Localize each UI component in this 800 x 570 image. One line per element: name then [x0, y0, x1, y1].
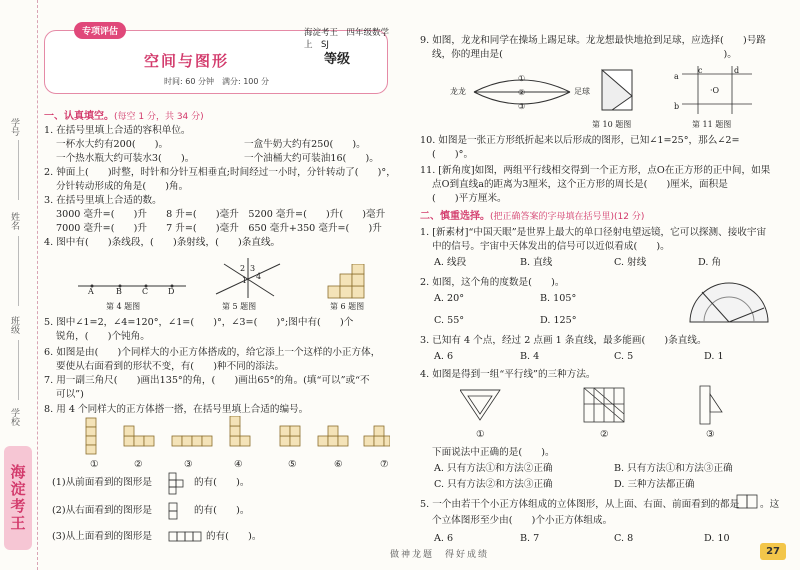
c2: 2. 如图，这个角的度数是( )。: [420, 277, 565, 288]
q5-line1: 5. 图中∠1=2，∠4=120°，∠1=( )°，∠3=( )°;图中有( )个: [44, 317, 354, 328]
fig9-longlong: 龙龙: [450, 87, 466, 96]
c4-opt-b[interactable]: B. 只有方法①和方法③正确: [614, 463, 733, 474]
c5-opt-a[interactable]: A. 6: [434, 533, 454, 544]
fig11-label-d: d: [734, 66, 740, 75]
q7-line2: 可以”): [56, 389, 84, 400]
q8-num-3: ③: [184, 459, 193, 470]
section-2-heading: 二、慎重选择。(把正确答案的字母填在括号里)(12 分): [420, 211, 645, 222]
c3-opt-c[interactable]: C. 5: [614, 351, 634, 362]
q1-d: 一个油桶大约可装油16( )。: [244, 153, 379, 164]
c4-opt-a[interactable]: A. 只有方法①和方法②正确: [434, 463, 553, 474]
c4-parallel-methods: [460, 384, 760, 428]
c5-opt-d[interactable]: D. 10: [704, 533, 730, 544]
c1-line2: 中的信号。宇宙中天体发出的信号可以近似看成( )。: [432, 241, 670, 252]
school-label: 学校: [9, 408, 19, 426]
assessment-badge: 专项评估: [74, 22, 126, 39]
c3-opt-d[interactable]: D. 1: [704, 351, 724, 362]
q9-line2: 线，你的理由是( )。: [432, 49, 737, 60]
q3-row2: 7000 毫升=( )升 7 升=( )毫升 650 毫升+350 毫升=( )升: [56, 223, 382, 234]
student-id-line: [18, 140, 19, 200]
fig6-caption: 第 6 题图: [330, 302, 365, 311]
c5-shape: [736, 494, 760, 510]
q8-num-2: ②: [134, 459, 143, 470]
name-label: 姓名: [9, 212, 19, 230]
fig5-angle-diagram: [214, 258, 284, 298]
c5-opt-b[interactable]: B. 7: [520, 533, 540, 544]
q8-num-1: ①: [90, 459, 99, 470]
q8-2-text: (2)从右面看到的图形是: [52, 505, 152, 516]
q11-line2: 点O到直线a的距离为3厘米，这个正方形的周长是( )厘米，面积是: [432, 179, 728, 190]
fig9-route-2: ②: [518, 88, 526, 97]
q10-line2: ( )°。: [432, 149, 474, 160]
c5-line2: 个立体图形至少由( )个小正方体组成。: [432, 515, 613, 526]
protractor-figure: [688, 278, 770, 324]
q4: 4. 图中有( )条线段，( )条射线，( )条直线。: [44, 237, 281, 248]
q2-line2: 分针转动形成的角是( )角。: [56, 181, 189, 192]
q9-line1: 9. 如图，龙龙和同学在操场上踢足球。龙龙想最快地抢到足球，应选择( )号路: [420, 35, 766, 46]
page-title: 空间与图形: [144, 52, 230, 70]
fig10-folded-square: [598, 66, 638, 116]
fig11-caption: 第 11 题图: [692, 120, 732, 129]
left-page: [44, 0, 404, 570]
q8-num-7: ⑦: [380, 459, 389, 470]
q8-3-shape: [168, 531, 202, 543]
q8-3-text: (3)从上面看到的图形是: [52, 531, 152, 542]
q6-line2: 要使从右面看到的形状不变，有( )种不同的添法。: [56, 361, 285, 372]
c1-opt-a[interactable]: A. 线段: [434, 257, 467, 268]
fig11-label-b: b: [674, 102, 680, 111]
c4: 4. 如图是得到一组“平行线”的三种方法。: [420, 369, 596, 380]
c4-num-3: ③: [706, 429, 715, 440]
fig11-label-a: a: [674, 72, 679, 81]
q6-line1: 6. 如图是由( )个同样大的小正方体搭成的，给它添上一个这样的小正方体，: [44, 347, 381, 358]
right-page: [420, 0, 790, 570]
c1-line1: 1. [新素材]“中国天眼”是世界上最大的单口径射电望远镜，它可以探测、接收宇宙: [420, 227, 767, 238]
c4-opt-c[interactable]: C. 只有方法②和方法③正确: [434, 479, 553, 490]
fig4-label-d: D: [168, 287, 175, 296]
c4-num-1: ①: [476, 429, 485, 440]
q8-2-blank: 的有( )。: [194, 505, 250, 516]
fig4-label-b: B: [116, 287, 122, 296]
fig5-label-2: 2: [240, 264, 246, 273]
q1: 1. 在括号里填上合适的容积单位。: [44, 125, 191, 136]
c4-num-2: ②: [600, 429, 609, 440]
q8-2-shape: [168, 502, 190, 520]
class-line: [18, 340, 19, 400]
c4-question: 下面说法中正确的是( )。: [432, 447, 555, 458]
fig5-label-4: 4: [256, 272, 262, 281]
q8-1-shape: [168, 472, 190, 496]
c3: 3. 已知有 4 个点，经过 2 点画 1 条直线，最多能画( )条直线。: [420, 335, 707, 346]
fig4-label-c: C: [142, 287, 149, 296]
q8-num-5: ⑤: [288, 459, 297, 470]
q8-3-blank: 的有( )。: [206, 531, 262, 542]
q10-line1: 10. 如图是一张正方形纸折起来以后形成的图形，已知∠1=25°，那么∠2=: [420, 135, 740, 146]
c3-opt-b[interactable]: B. 4: [520, 351, 540, 362]
c2-opt-b[interactable]: B. 105°: [540, 293, 577, 304]
c5-line1-end: 。这: [760, 499, 780, 510]
q1-c: 一个热水瓶大约可装水3( )。: [56, 153, 195, 164]
q8-num-4: ④: [234, 459, 243, 470]
c1-opt-d[interactable]: D. 角: [698, 257, 722, 268]
fig9-route-1: ①: [518, 74, 526, 83]
c3-opt-a[interactable]: A. 6: [434, 351, 454, 362]
q1-a: 一杯水大约有200( )。: [56, 139, 169, 150]
q3: 3. 在括号里填上合适的数。: [44, 195, 162, 206]
c5-line1: 5. 一个由若干个小正方体组成的立体图形，从上面、右面、前面看到的都是: [420, 499, 740, 510]
fig5-label-3: 3: [250, 264, 256, 273]
q7-line1: 7. 用一副三角尺( )画出135°的角，( )画出65°的角。(填“可以”或“不: [44, 375, 370, 386]
series-header: 海淀考王 四年级数学 上 SJ: [304, 28, 398, 50]
fig6-cubes: [326, 264, 376, 300]
q8-1-blank: 的有( )。: [194, 477, 250, 488]
q3-row1: 3000 毫升=( )升 8 升=( )毫升 5200 毫升=( )升( )毫升: [56, 209, 386, 220]
footer-slogan: 做神龙题 得好成绩: [390, 550, 490, 560]
exam-meta: 时间: 60 分钟 满分: 100 分: [164, 77, 270, 86]
c1-opt-c[interactable]: C. 射线: [614, 257, 647, 268]
c4-opt-d[interactable]: D. 三种方法都正确: [614, 479, 695, 490]
student-id-label: 学号: [9, 118, 19, 136]
fig4-caption: 第 4 题图: [106, 302, 141, 311]
c2-opt-a[interactable]: A. 20°: [434, 293, 465, 304]
c2-opt-c[interactable]: C. 55°: [434, 315, 465, 326]
fig10-caption: 第 10 题图: [592, 120, 632, 129]
fig11-center-o: ·O: [710, 86, 720, 95]
section-1-heading: 一、认真填空。(每空 1 分，共 34 分): [44, 111, 204, 122]
q8: 8. 用 4 个同样大的正方体搭一搭，在括号里填上合适的编号。: [44, 404, 309, 415]
brand-logo: 海淀考王: [4, 446, 32, 550]
c1-opt-b[interactable]: B. 直线: [520, 257, 553, 268]
q1-b: 一盒牛奶大约有250( )。: [244, 139, 366, 150]
fig9-route-diagram: [466, 72, 586, 112]
fig9-ball: 足球: [574, 87, 590, 96]
q8-cube-figures: [80, 416, 390, 456]
class-label: 班级: [9, 316, 19, 334]
q8-num-6: ⑥: [334, 459, 343, 470]
q11-line1: 11. [新角度]如图，两组平行线相交得到一个正方形，点O在正方形的正中间，如果: [420, 165, 771, 176]
name-line: [18, 236, 19, 306]
c5-opt-c[interactable]: C. 8: [614, 533, 634, 544]
fig11-label-c: c: [698, 66, 703, 75]
q5-line2: 锐角，( )个钝角。: [56, 331, 150, 342]
c2-opt-d[interactable]: D. 125°: [540, 315, 577, 326]
q11-line3: ( )平方厘米。: [432, 193, 507, 204]
fig9-route-3: ③: [518, 102, 526, 111]
fig5-caption: 第 5 题图: [222, 302, 257, 311]
q8-1-text: (1)从前面看到的图形是: [52, 477, 152, 488]
fig5-label-1: 1: [242, 276, 248, 285]
q2-line1: 2. 钟面上( )时整，时针和分针互相垂直;时间经过一小时，分针转动了( )°，: [44, 167, 396, 178]
grade-label: 等级: [324, 52, 351, 67]
page-number: 27: [760, 543, 786, 560]
fig4-label-a: A: [88, 287, 94, 296]
